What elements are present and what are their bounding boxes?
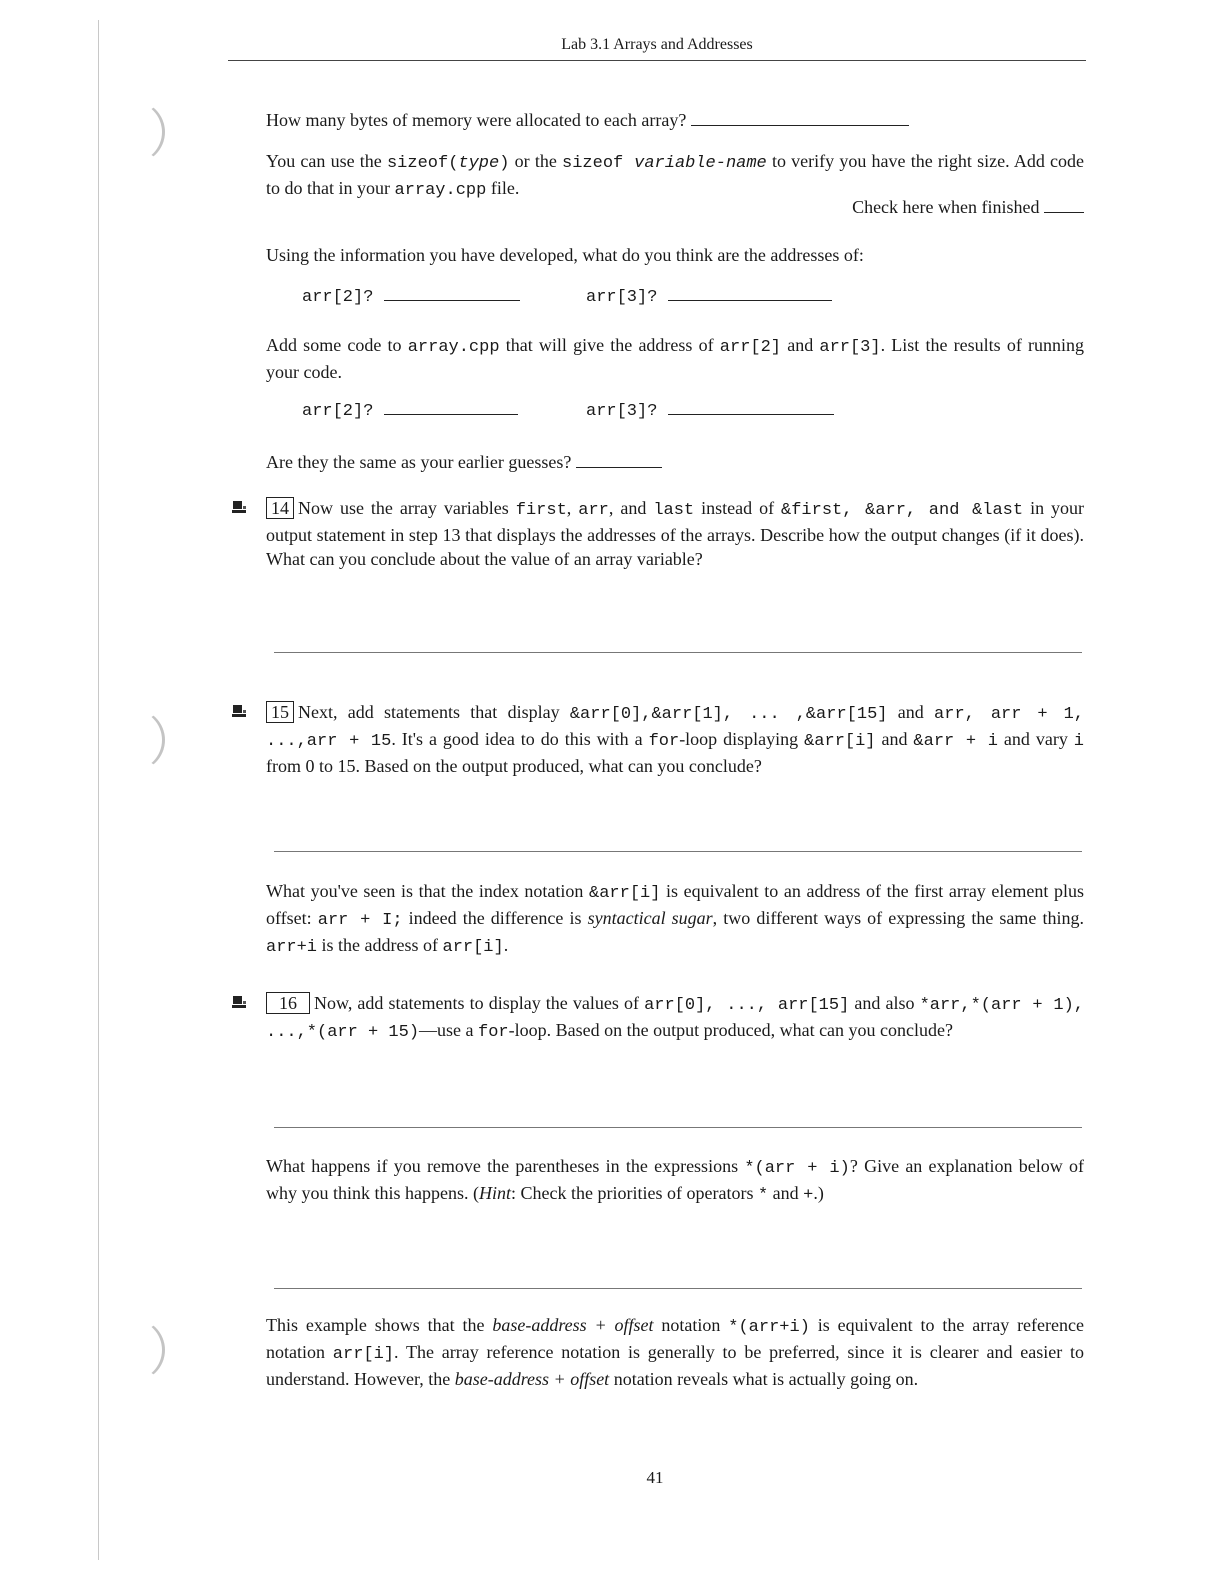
guess-arr3-blank[interactable] [668, 299, 832, 301]
guess-arr2-blank[interactable] [384, 299, 520, 301]
step-16-answer-line[interactable] [274, 1127, 1082, 1128]
result-arr2-blank[interactable] [384, 413, 518, 415]
check-finished-line: Check here when finished [266, 195, 1084, 219]
index-notation-paragraph: What you've seen is that the index notation &arr[i] is equivalent to an address of the first array element plus offset: arr + I; indeed the difference is syntactical sugar, two different ways of expressing the same thing. arr+i is the address of arr[i]. [266, 881, 1085, 957]
pencil-icon [232, 995, 248, 1009]
result-arr3-blank[interactable] [668, 413, 834, 415]
page-number: 41 [646, 1468, 664, 1487]
check-finished-blank[interactable] [1044, 211, 1084, 213]
binder-margin-line [98, 20, 99, 1560]
binder-hole-icon [100, 708, 165, 772]
bytes-question: How many bytes of memory were allocated to each array? [266, 108, 1084, 132]
address-result-row: arr[2]? arr[3]? [302, 402, 834, 421]
parentheses-question: What happens if you remove the parentheses in the expressions *(arr + i)? Give an explanation below of why you think this happens. (Hint: Check the priorities of operators * and +.) [266, 1156, 1084, 1205]
step-15-number: 15 [266, 701, 294, 723]
step-15-answer-line[interactable] [274, 851, 1082, 852]
page-header-title: Lab 3.1 Arrays and Addresses [561, 36, 753, 53]
same-guess-blank[interactable] [576, 466, 662, 468]
conclusion-paragraph: This example shows that the base-address + offset notation *(arr+i) is equivalent to the array reference notation arr[i]. The array reference notation is generally to be preferred, since it is clearer and easier to understand. However, the base-address + offset notation reveals what is actually going on. [266, 1315, 1084, 1389]
binder-hole-icon [100, 1318, 165, 1382]
binder-hole-icon [100, 100, 165, 164]
parentheses-answer-line[interactable] [274, 1288, 1082, 1289]
same-guess-question: Are they the same as your earlier guesses? [266, 450, 1084, 474]
header-rule [228, 60, 1086, 61]
address-code-paragraph: Add some code to array.cpp that will give the address of arr[2] and arr[3]. List the results of running your code. [266, 335, 1084, 382]
pencil-icon [232, 500, 248, 514]
step-14-answer-line[interactable] [274, 652, 1082, 653]
address-guess-question: Using the information you have developed, what do you think are the addresses of: [266, 245, 864, 265]
step-16-number: 16 [266, 992, 310, 1014]
step-16-paragraph: 16 Now, add statements to display the values of arr[0], ..., arr[15] and also *arr,*(arr + 1), ...,*(arr + 15)—use a for-loop. Based on the output produced, what can you conclude? [266, 993, 1085, 1042]
step-14-paragraph: 14 Now use the array variables first, arr, and last instead of &first, &arr, and &last in your output statement in step 13 that displays the addresses of the arrays. Describe how the output changes (if it does). What can you conclude about the value of an array variable? [266, 498, 1085, 569]
pencil-icon [232, 704, 248, 718]
bytes-answer-blank[interactable] [691, 124, 909, 126]
step-15-paragraph: 15 Next, add statements that display &arr[0],&arr[1], ... ,&arr[15] and arr, arr + 1, ...,arr + 15. It's a good idea to do this with a for-loop displaying &arr[i] and &arr + i and vary i from 0 to 15. Based on the output produced, what can you conclude? [266, 702, 1085, 776]
sizeof-paragraph: You can use the sizeof(type) or the sizeof variable-name to verify you have the right size. Add code to do that in your array.cpp file. [266, 151, 1084, 200]
address-guess-row: arr[2]? arr[3]? [302, 288, 832, 307]
step-14-number: 14 [266, 497, 294, 519]
